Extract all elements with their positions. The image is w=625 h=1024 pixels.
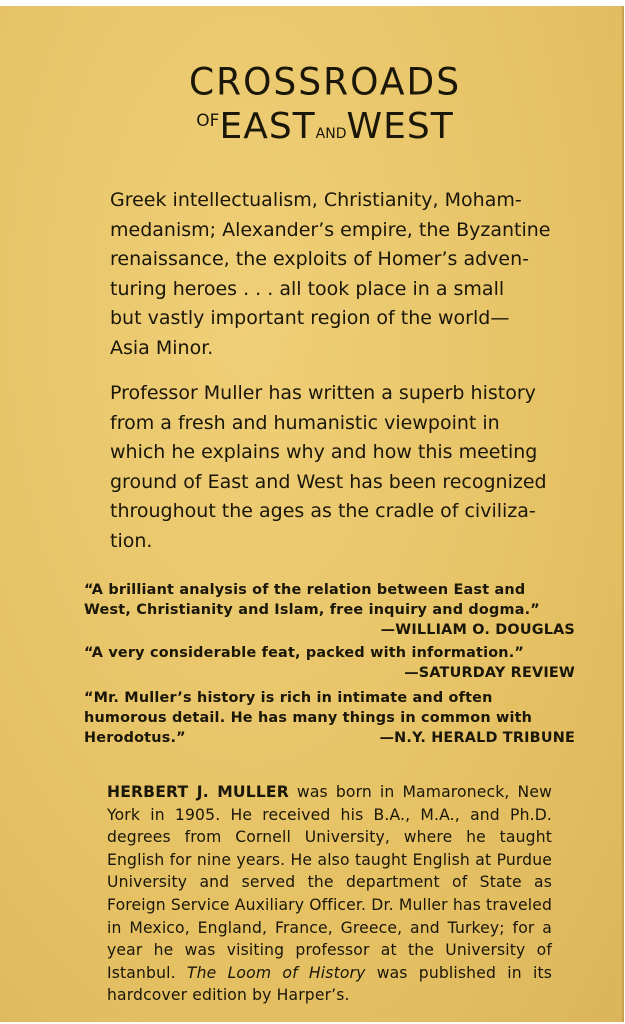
quote-line: “A brilliant analysis of the relation between East and — [84, 582, 526, 598]
book-back-cover — [0, 6, 624, 1022]
title-west: WEST — [346, 106, 454, 147]
bio-text: was born in Mamaroneck, New York in 1905. He received his B.A., M.A., and Ph.D. degrees from Cornell University, where he taught English for nine years. He also taught English at Purdue University and served the department of State as Foreign Service Auxiliary Officer. Dr. Muller has traveled in Mexico, England, France, Greece, and Turkey; for a year he was visiting professor at the University of Istanbul. — [107, 783, 552, 982]
title-east: EAST — [219, 106, 316, 147]
blurb-line: Asia Minor. — [110, 336, 214, 359]
author-bio — [107, 781, 552, 1007]
quote-line: Herodotus.” — [84, 730, 186, 746]
bio-text-end: was published in its hardcover edition by Harper’s. — [107, 963, 552, 1005]
quote-attribution: —WILLIAM O. DOUGLAS — [380, 622, 575, 638]
title-of: OF — [196, 111, 220, 131]
blurb-line: medanism; Alexander’s empire, the Byzantine — [110, 218, 551, 241]
blurb-line: from a fresh and humanistic viewpoint in — [110, 411, 500, 434]
bio-book-title: The Loom of History — [186, 963, 366, 982]
blurb-line: but vastly important region of the world— — [110, 307, 510, 329]
quote-line: “Mr. Muller’s history is rich in intimate and often — [84, 690, 493, 706]
review-quote-douglas — [84, 580, 575, 640]
quote-line: humorous detail. He has many things in common with — [84, 710, 533, 726]
quote-attribution: —SATURDAY REVIEW — [404, 665, 575, 681]
blurb-paragraph-2 — [110, 379, 560, 556]
blurb-line: turing heroes . . . all took place in a small — [110, 277, 505, 300]
author-name: HERBERT J. MULLER — [107, 783, 289, 801]
quote-attribution: —N.Y. HERALD TRIBUNE — [379, 730, 575, 746]
title-line-east-west — [160, 102, 490, 153]
blurb-line: throughout the ages as the cradle of civiliza- — [110, 500, 536, 522]
quote-line: “A very considerable feat, packed with information.” — [84, 645, 525, 661]
blurb-paragraph-1 — [110, 186, 560, 363]
quote-line: West, Christianity and Islam, free inquiry and dogma.” — [84, 602, 540, 618]
book-title — [160, 60, 490, 153]
blurb-line: Greek intellectualism, Christianity, Moham- — [110, 189, 522, 211]
review-quote-saturday-review — [84, 643, 575, 683]
review-quote-herald-tribune — [84, 688, 575, 748]
blurb-line: which he explains why and how this meeting — [110, 441, 538, 463]
title-and: AND — [315, 126, 347, 142]
title-line-crossroads: CROSSROADS — [188, 60, 462, 104]
blurb-line: tion. — [110, 529, 153, 552]
blurb-line: Professor Muller has written a superb history — [110, 382, 536, 404]
blurb-line: renaissance, the exploits of Homer’s adven- — [110, 248, 529, 270]
blurb-line: ground of East and West has been recognized — [110, 470, 547, 493]
quote-last-line-row — [84, 728, 575, 748]
